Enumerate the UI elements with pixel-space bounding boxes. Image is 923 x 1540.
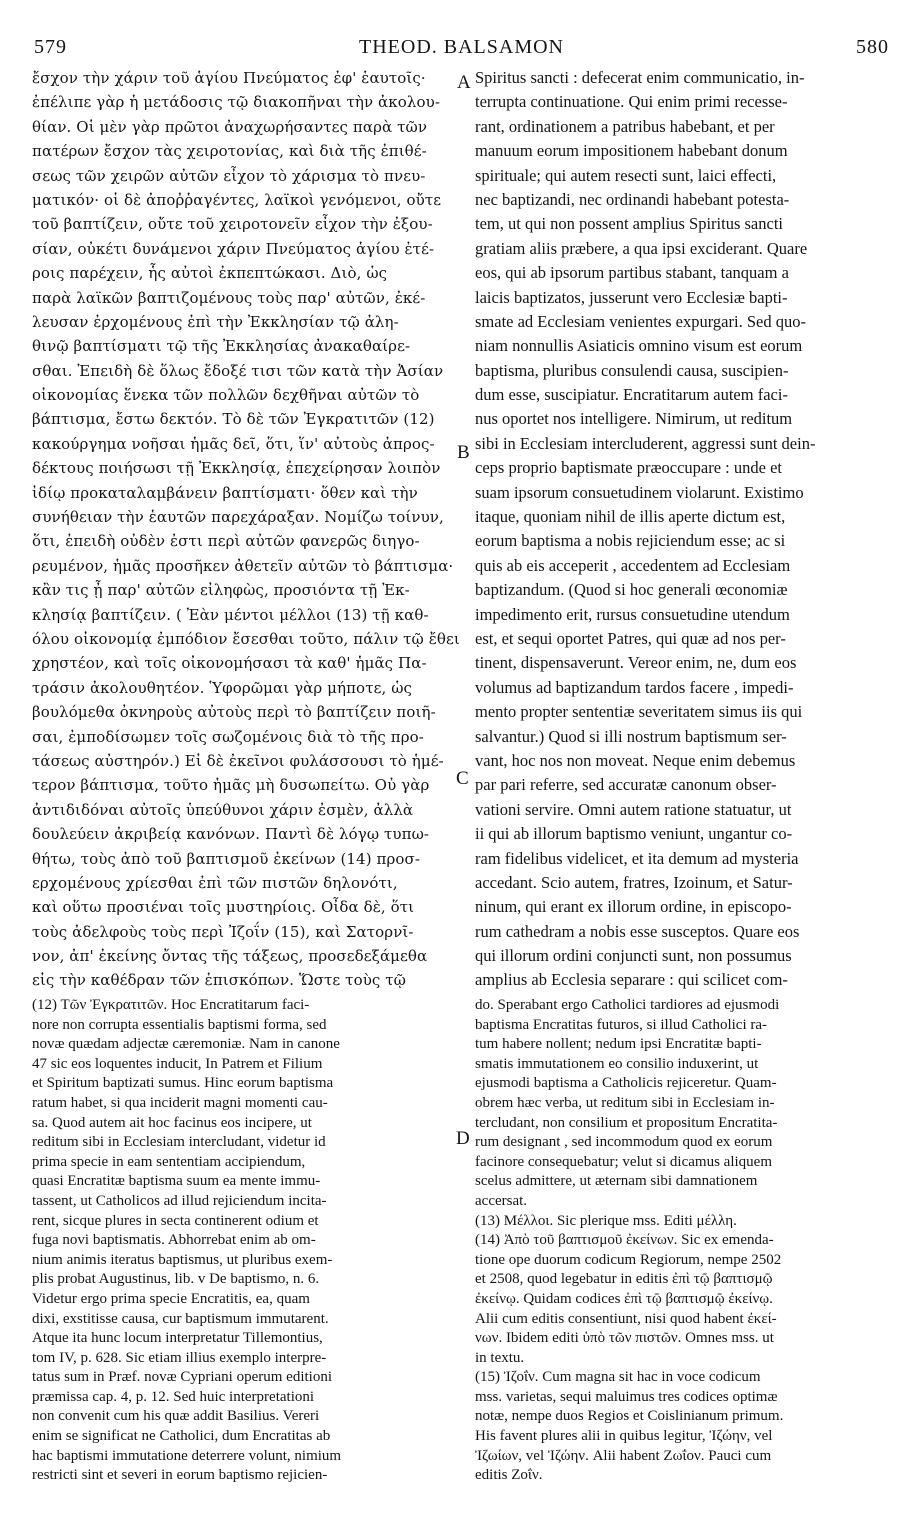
footnote-line: tercludant, non consilium et propositum Encratita- bbox=[475, 1114, 778, 1131]
greek-text-line: ἰδίῳ προκαταλαμβάνειν βαπτίσματι· ὅθεν καὶ τὴν bbox=[32, 483, 418, 502]
footnote-line: nore non corrupta essentialis baptismi forma, sed bbox=[32, 1016, 327, 1033]
latin-text-line: dum esse, suscipiatur. Encratitarum autem faci- bbox=[475, 385, 788, 405]
latin-text-line: suam ipsorum consuetudinem violarunt. Existimo bbox=[475, 482, 804, 502]
footnote-line: smatis immutationem eo consilio induxerint, ut bbox=[475, 1055, 759, 1072]
latin-text-line: tinent, dispensaverunt. Vereor enim, ne, dum eos bbox=[475, 653, 797, 673]
footnote-line: Alii cum editis consentiunt, nisi quod habent ἐκεί- bbox=[475, 1310, 777, 1327]
footnote-line: præmissa cap. 4, p. 12. Sed huic interpretationi bbox=[32, 1388, 315, 1405]
footnote-line: Videtur ergo prima specie Encratitis, ea, quam bbox=[32, 1290, 310, 1307]
latin-text-line: rant, ordinationem a patribus habebant, et per bbox=[475, 116, 775, 136]
footnote-line: scelus admittere, ut æternam sibi damnationem bbox=[475, 1173, 758, 1190]
latin-text-line: par pari referre, sed accuratæ canonum obser- bbox=[475, 775, 777, 795]
latin-text-line: manuum eorum impositionem habebant donum bbox=[475, 141, 788, 161]
greek-text-line: ἀντιδιδόναι αὐτοῖς ὑπεύθυνοι χάριν ἐσμὲν, ἀλλὰ bbox=[32, 800, 414, 819]
greek-text-line: ματικόν· οἱ δὲ ἀποῤῥαγέντες, λαϊκοὶ γενόμενοι, οὔτε bbox=[32, 190, 442, 209]
latin-text-line: ram fidelibus videlicet, et ita demum ad mysteria bbox=[475, 848, 799, 868]
latin-text-line: terrupta continuatione. Qui enim primi recesse- bbox=[475, 92, 788, 112]
footnote-line: novæ quædam adjectæ cæremoniæ. Nam in canone bbox=[32, 1036, 340, 1053]
greek-text-line: οἰκονομίας ἕνεκα τῶν πολλῶν δεχθῆναι αὐτῶν τὸ bbox=[32, 386, 420, 405]
footnote-line: tatus sum in Præf. novæ Cypriani operum editioni bbox=[32, 1369, 332, 1386]
footnote-line: (14) Ἀπὸ τοῦ βαπτισμοῦ ἐκείνων. Sic ex emenda- bbox=[475, 1232, 774, 1249]
latin-text-line: baptizandum. (Quod si hoc generali œconomiæ bbox=[475, 580, 788, 600]
footnote-line: do. Sperabant ergo Catholici tardiores ad ejusmodi bbox=[475, 997, 780, 1013]
footnote-line: non convenit cum his quæ addit Basilius. Vereri bbox=[32, 1408, 320, 1425]
greek-text-line: νον, ἀπ' ἐκείνης ὄντας τῆς τάξεως, προσεδεξάμεθα bbox=[32, 947, 428, 966]
latin-text-column bbox=[475, 66, 895, 993]
greek-text-line: πατέρων ἔσχον τὰς χειροτονίας, καὶ διὰ τῆς ἐπιθέ- bbox=[32, 142, 427, 161]
running-title: THEOD. BALSAMON bbox=[359, 36, 564, 58]
greek-text-line: θινῷ βαπτίσματι τῷ τῆς Ἐκκλησίας ἀνακαθαίρε- bbox=[32, 337, 411, 356]
latin-text-line: gratiam aliis præbere, a qua ipsi exciderant. Quare bbox=[475, 238, 808, 258]
footnotes-left-column bbox=[32, 996, 462, 1486]
latin-text-line: ii qui ab illorum baptismo veniunt, ungantur co- bbox=[475, 824, 793, 844]
greek-text-line: τράσιν ἀκολουθητέον. Ὑφορῶμαι γὰρ μήποτε, ὡς bbox=[32, 678, 413, 697]
footnote-line: reditum sibi in Ecclesiam intercludant, videtur id bbox=[32, 1134, 326, 1151]
latin-text-line: est, et sequi oportet Patres, qui quæ ad nos per- bbox=[475, 628, 786, 648]
footnote-line: ratum habet, si qua inciderit magni momenti cau- bbox=[32, 1094, 328, 1111]
footnote-line: Ἰζωίων, vel Ἰζώην. Alii habent Ζωΐον. Pauci cum bbox=[475, 1447, 772, 1464]
latin-text-line: eos, qui ab ipsorum partibus stabant, tanquam a bbox=[475, 263, 789, 283]
footnote-line: sa. Quod autem ait hoc facinus eos incipere, ut bbox=[32, 1114, 312, 1131]
greek-text-line: ἐπέλιπε γὰρ ἡ μετάδοσις τῷ διακοπῆναι τὴν ἀκολου- bbox=[32, 93, 441, 112]
greek-text-line: κακούργημα νοῆσαι ἡμᾶς δεῖ, ὅτι, ἵν' αὐτοὺς ἀπρος- bbox=[32, 434, 435, 453]
greek-text-line: λευσαν ἐρχομένους ἐπὶ τὴν Ἐκκλησίαν τῷ ἀλη- bbox=[32, 312, 399, 331]
footnote-line: et Spiritum baptizati sumus. Hinc eorum baptisma bbox=[32, 1075, 334, 1092]
greek-text-line: κἂν τις ᾖ παρ' αὐτῶν εἰληφὼς, προσιόντα τῇ Ἐκ- bbox=[32, 581, 410, 600]
margin-marker-c: C bbox=[456, 768, 469, 789]
footnote-line: tom IV, p. 628. Sic etiam illius exemplo interpre- bbox=[32, 1349, 327, 1366]
footnote-line: nium animis iteratus baptismus, ut pluribus exem- bbox=[32, 1251, 333, 1268]
footnote-line: quasi Encratitæ baptisma suum ea mente immu- bbox=[32, 1173, 321, 1190]
latin-text-line: rum cathedram a nobis esse susceptos. Quare eos bbox=[475, 921, 800, 941]
footnote-line: editis Ζοΐν. bbox=[475, 1467, 543, 1484]
latin-text-line: sibi in Ecclesiam intercluderent, aggressi sunt dein- bbox=[475, 433, 816, 453]
latin-text-line: impedimento erit, rursus consuetudine utendum bbox=[475, 604, 790, 624]
greek-text-line: χρηστέον, καὶ τοῖς οἰκονομήσασι τὰ καθ' ἡμᾶς Πα- bbox=[32, 654, 427, 673]
greek-text-line: ροις παρέχειν, ἧς αὐτοὶ ἐκπεπτώκασι. Διὸ, ὡς bbox=[32, 264, 388, 283]
footnote-line: enim se significat ne Catholici, dum Encratitas ab bbox=[32, 1428, 331, 1445]
footnote-line: ejusmodi baptisma a Catholicis rejiceretur. Quam- bbox=[475, 1075, 777, 1092]
greek-text-line: τοὺς ἀδελφοὺς τοὺς περὶ Ἰζοΐν (15), καὶ Σατορνῖ- bbox=[32, 922, 414, 941]
margin-marker-d: D bbox=[456, 1128, 470, 1149]
latin-text-line: Spiritus sancti : defecerat enim communicatio, in- bbox=[475, 68, 805, 87]
latin-text-line: smate ad Ecclesiam venientes expurgari. Sed quo- bbox=[475, 311, 806, 331]
latin-text-line: laicis baptizatos, jusserunt vero Ecclesiæ bapti- bbox=[475, 287, 788, 307]
left-page-number: 579 bbox=[34, 36, 67, 58]
footnote-line: His favent plures alii in quibus legitur, Ἰζώην, vel bbox=[475, 1428, 773, 1445]
latin-text-line: eorum baptisma a nobis rejiciendum esse; ac si bbox=[475, 531, 786, 551]
latin-text-line: volumus ad baptizandum tardos facere , impedi- bbox=[475, 677, 794, 697]
footnote-line: baptisma Encratitas futuros, si illud Catholici ra- bbox=[475, 1016, 768, 1033]
footnote-line: in textu. bbox=[475, 1349, 525, 1366]
greek-text-line: θίαν. Οἱ μὲν γὰρ πρῶτοι ἀναχωρήσαντες παρὰ τῶν bbox=[32, 117, 428, 136]
latin-text-line: mento propter sententiæ severitatem simus iis qui bbox=[475, 702, 803, 722]
latin-text-line: ninum, qui erant ex illorum ordine, in episcopo- bbox=[475, 897, 792, 917]
latin-text-line: qui illorum ordini conjuncti sunt, non possumus bbox=[475, 946, 792, 966]
footnote-line: et 2508, quod legebatur in editis ἐπὶ τῷ βαπτισμῷ bbox=[475, 1271, 773, 1288]
footnote-line: tum habere nollent; nedum ipsi Encratitæ bapti- bbox=[475, 1036, 762, 1053]
greek-text-line: ἔσχον τὴν χάριν τοῦ ἁγίου Πνεύματος ἐφ' ἑαυτοῖς· bbox=[32, 69, 426, 87]
greek-text-line: τερον βάπτισμα, τοῦτο ἡμᾶς μὴ δυσωπείτω. Οὐ γὰρ bbox=[32, 776, 430, 795]
footnote-line: tione ope duorum codicum Regiorum, nempe 2502 bbox=[475, 1251, 782, 1268]
greek-text-line: καὶ οὕτω προσιέναι τοῖς μυστηρίοις. Οἶδα δὲ, ὅτι bbox=[32, 898, 415, 917]
greek-text-line: τοῦ βαπτίζειν, οὔτε τοῦ χειροτονεῖν εἶχον τὴν ἐξου- bbox=[32, 215, 433, 234]
footnote-line: 47 sic eos loquentes inducit, In Patrem et Filium bbox=[32, 1055, 323, 1072]
greek-text-line: κλησίᾳ βαπτίζειν. ( Ἐὰν μέντοι μέλλοι (13) τῇ καθ- bbox=[32, 605, 429, 624]
latin-text-line: tem, ut qui non possent amplius Spiritus sancti bbox=[475, 214, 783, 234]
footnote-line: prima specie in eam sententiam accipiendum, bbox=[32, 1153, 306, 1170]
footnote-line: tassent, ut Catholicos ad illud rejiciendum incita- bbox=[32, 1192, 327, 1209]
footnote-line: rent, sicque plures in secta continerent odium et bbox=[32, 1212, 319, 1229]
greek-text-line: βουλόμεθα ὀκνηροὺς αὐτοὺς περὶ τὸ βαπτίζειν ποιῆ- bbox=[32, 703, 436, 722]
latin-text-line: amplius ab Ecclesia separare : qui scilicet com- bbox=[475, 970, 788, 990]
greek-text-line: ρευμένον, ἡμᾶς προσῆκεν ἀθετεῖν αὐτῶν τὸ βάπτισμα· bbox=[32, 556, 454, 575]
greek-text-line: συνήθειαν τὴν ἑαυτῶν παρεχάραξαν. Νομίζω τοίνυν, bbox=[32, 508, 444, 527]
greek-text-line: ὅτι, ἐπειδὴ οὐδὲν ἐστι περὶ αὐτῶν φανερῶς διηγο- bbox=[32, 532, 420, 551]
footnote-line: (13) Μέλλοι. Sic plerique mss. Editi μέλλη. bbox=[475, 1212, 737, 1229]
latin-text-line: itaque, quoniam nihil de illis aperte dictum est, bbox=[475, 507, 786, 527]
footnote-line: mss. varietas, sequi maluimus tres codices optimæ bbox=[475, 1388, 778, 1405]
latin-text-line: salvantur.) Quod si illi nostrum baptismum ser- bbox=[475, 726, 787, 746]
latin-text-line: vant, hoc nos non moveat. Neque enim debemus bbox=[475, 750, 796, 770]
margin-marker-b: B bbox=[457, 442, 470, 463]
footnote-line: hac baptismi immutatione deterrere volunt, nimium bbox=[32, 1447, 342, 1464]
footnote-line: fuga novi baptismatis. Abhorrebat enim ab om- bbox=[32, 1232, 316, 1249]
footnote-line: restricti sint et severi in eorum baptismo rejicien- bbox=[32, 1467, 328, 1484]
greek-text-line: σεως τῶν χειρῶν αὐτῶν εἶχον τὸ χάρισμα τὸ πνευ- bbox=[32, 166, 426, 185]
greek-text-line: σίαν, οὐκέτι δυνάμενοι χάριν Πνεύματος ἁγίου ἑτέ- bbox=[32, 239, 435, 258]
footnote-line: dixi, exstitisse causa, cur baptismum immutarent. bbox=[32, 1310, 329, 1327]
footnote-line: (15) Ἰζοΐν. Cum magna sit hac in voce codicum bbox=[475, 1369, 761, 1386]
latin-text-line: nec baptizandi, nec ordinandi habebant potesta- bbox=[475, 189, 790, 209]
footnote-line: notæ, nempe duos Regios et Coislinianum primum. bbox=[475, 1408, 784, 1425]
footnotes-right-column bbox=[475, 996, 895, 1486]
greek-text-line: δουλεύειν ἀκριβείᾳ κανόνων. Παντὶ δὲ λόγῳ τυπω- bbox=[32, 825, 430, 844]
latin-text-line: ceps proprio baptismate præoccupare : unde et bbox=[475, 458, 782, 478]
greek-text-line: τάσεως αὐστηρόν.) Εἰ δὲ ἐκεῖνοι φυλάσσουσι τὸ ἡμέ- bbox=[32, 751, 444, 770]
latin-text-line: accedant. Scio autem, fratres, Izoinum, et Satur- bbox=[475, 872, 793, 892]
greek-text-line: παρὰ λαϊκῶν βαπτιζομένους τοὺς παρ' αὐτῶν, ἐκέ- bbox=[32, 288, 426, 307]
greek-text-column bbox=[32, 66, 462, 993]
greek-text-line: εἰς τὴν καθέδραν τῶν ἐπισκόπων. Ὥστε τοὺς τῷ bbox=[32, 971, 407, 990]
latin-text-line: vationi servire. Omni autem ratione statuatur, ut bbox=[475, 799, 792, 819]
greek-text-line: ερχομένους χρίεσθαι ἐπὶ τῶν πιστῶν δηλονότι, bbox=[32, 873, 398, 892]
greek-text-line: σθαι. Ἐπειδὴ δὲ ὅλως ἔδοξέ τισι τῶν κατὰ τὴν Ἀσίαν bbox=[32, 361, 444, 380]
latin-text-line: baptisma, pluribus consulendi causa, suscipien- bbox=[475, 360, 789, 380]
latin-text-line: spirituale; qui autem resecti sunt, laici effecti, bbox=[475, 165, 777, 185]
latin-text-line: nus oportet nos intelligere. Nimirum, ut reditum bbox=[475, 409, 793, 429]
greek-text-line: όλου οἰκονομίᾳ ἐμπόδιον ἔσεσθαι τοῦτο, πάλιν τῷ ἔθει bbox=[32, 629, 460, 648]
greek-text-line: δέκτους ποιήσωσι τῇ Ἐκκλησίᾳ, ἐπεχείρησαν λοιπὸν bbox=[32, 459, 441, 478]
margin-marker-a: A bbox=[457, 72, 471, 93]
latin-text-line: niam nonnullis Asiaticis omnino visum est eorum bbox=[475, 336, 803, 356]
footnote-line: accersat. bbox=[475, 1192, 528, 1209]
footnote-line: Atque ita hunc locum interpretatur Tillemontius, bbox=[32, 1330, 323, 1347]
latin-text-line: quis ab eis acceperit , accedentem ad Ecclesiam bbox=[475, 555, 791, 575]
footnote-line: ἐκείνῳ. Quidam codices ἐπὶ τῷ βαπτισμῷ ἐκείνῳ. bbox=[475, 1290, 773, 1307]
footnote-line: facinore consequebatur; velut si dicamus aliquem bbox=[475, 1153, 772, 1170]
footnote-line: νων. Ibidem editi ὑπὸ τῶν πιστῶν. Omnes mss. ut bbox=[475, 1330, 774, 1347]
footnote-line: (12) Τῶν Ἐγκρατιτῶν. Hoc Encratitarum faci- bbox=[32, 997, 310, 1013]
footnote-line: rum designant , sed incommodum quod ex eorum bbox=[475, 1134, 773, 1151]
right-page-number: 580 bbox=[856, 36, 889, 58]
footnote-line: obrem hæc verba, ut reditum sibi in Ecclesiam in- bbox=[475, 1094, 775, 1111]
greek-text-line: βάπτισμα, ἔστω δεκτόν. Τὸ δὲ τῶν Ἐγκρατιτῶν (12) bbox=[32, 410, 435, 429]
footnote-line: plis probat Augustinus, lib. v De baptismo, n. 6. bbox=[32, 1271, 320, 1288]
greek-text-line: σαι, ἐμποδίσωμεν τοῖς σωζομένοις διὰ τὸ τῆς προ- bbox=[32, 727, 424, 746]
greek-text-line: θήτω, τοὺς ἀπὸ τοῦ βαπτισμοῦ ἐκείνων (14) προσ- bbox=[32, 849, 421, 868]
